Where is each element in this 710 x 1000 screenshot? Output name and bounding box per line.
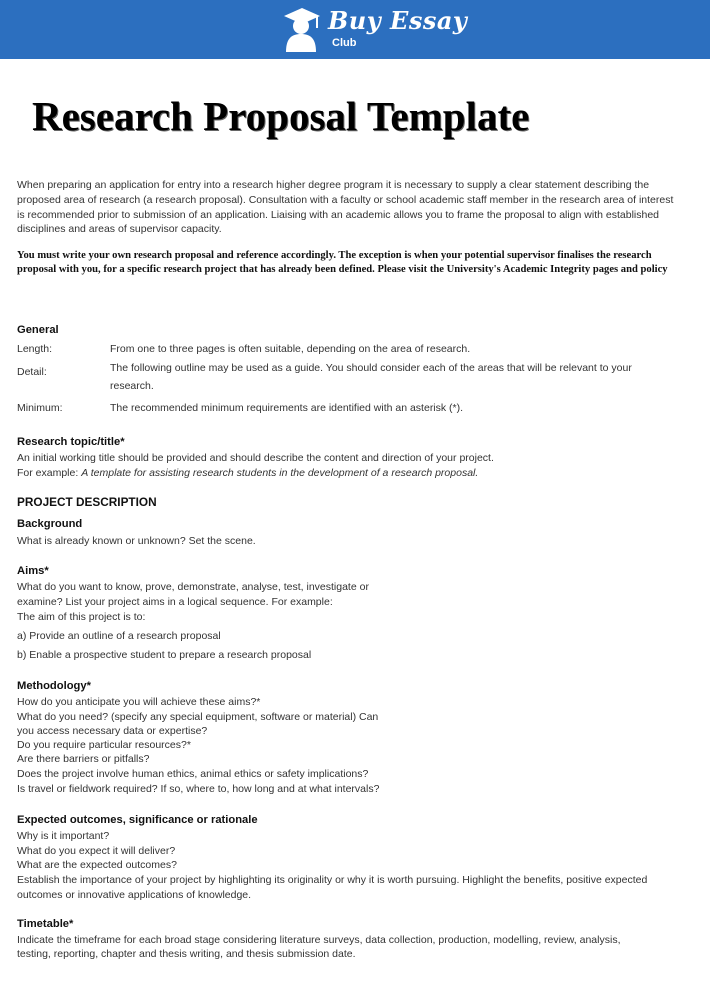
project-description-heading: PROJECT DESCRIPTION — [17, 495, 157, 509]
intro-line: disciplines and areas of supervisor capacity. — [17, 223, 222, 235]
header-banner — [0, 0, 710, 59]
methodology-line: What do you need? (specify any special equipment, software or material) Can — [17, 711, 379, 723]
outcomes-line: Why is it important? — [17, 830, 110, 842]
aims-line: The aim of this project is to: — [17, 611, 146, 623]
topic-example-text: A template for assisting research students in the development of a research proposal. — [81, 467, 479, 479]
outcomes-line: What do you expect it will deliver? — [17, 845, 176, 857]
methodology-line: Is travel or fieldwork required? If so, where to, how long and at what intervals? — [17, 783, 380, 795]
methodology-line: you access necessary data or expertise? — [17, 725, 208, 737]
general-text-minimum: The recommended minimum requirements are identified with an asterisk (*). — [110, 402, 464, 414]
outcomes-line: Establish the importance of your project by highlighting its originality or why it is worth pursuing. Highlight the benefits, positive expected — [17, 874, 648, 886]
timetable-heading: Timetable* — [17, 918, 74, 930]
methodology-line: Does the project involve human ethics, animal ethics or safety implications? — [17, 768, 369, 780]
aims-heading: Aims* — [17, 565, 49, 577]
graduate-icon — [280, 6, 320, 52]
methodology-heading: Methodology* — [17, 680, 91, 692]
outcomes-heading: Expected outcomes, significance or rationale — [17, 814, 258, 826]
topic-example — [17, 466, 478, 481]
timetable-line: testing, reporting, chapter and thesis writing, and thesis submission date. — [17, 948, 356, 960]
general-text-detail: The following outline may be used as a guide. You should consider each of the areas that will be relevant to your — [110, 362, 632, 374]
page-title: Research Proposal Template — [32, 93, 530, 139]
general-heading: General — [17, 324, 59, 336]
general-label-minimum: Minimum: — [17, 402, 63, 414]
intro-line: When preparing an application for entry into a research higher degree program it is necessary to supply a clear statement describing the — [17, 179, 650, 191]
general-label-length: Length: — [17, 343, 53, 355]
general-text-length: From one to three pages is often suitable, depending on the area of research. — [110, 343, 471, 355]
methodology-line: Do you require particular resources?* — [17, 739, 191, 751]
methodology-line: How do you anticipate you will achieve these aims?* — [17, 696, 261, 708]
timetable-line: Indicate the timeframe for each broad stage considering literature surveys, data collection, production, modelling, review, analysis, — [17, 934, 621, 946]
background-heading: Background — [17, 518, 83, 530]
outcomes-line: outcomes or innovative applications of knowledge. — [17, 889, 252, 901]
brand-name: Buy Essay — [328, 6, 468, 35]
topic-line: An initial working title should be provided and should describe the content and direction of your project. — [17, 452, 494, 464]
aims-item: a) Provide an outline of a research proposal — [17, 630, 221, 642]
general-label-detail: Detail: — [17, 366, 47, 378]
intro-line: proposed area of research (a research proposal). Consultation with a faculty or school academic staff member in the research area of interest — [17, 194, 674, 206]
outcomes-line: What are the expected outcomes? — [17, 859, 177, 871]
brand-logo[interactable] — [280, 4, 468, 54]
aims-line: examine? List your project aims in a logical sequence. For example: — [17, 596, 333, 608]
topic-heading: Research topic/title* — [17, 436, 125, 448]
aims-item: b) Enable a prospective student to prepare a research proposal — [17, 649, 312, 661]
topic-example-prefix: For example: — [17, 467, 82, 479]
brand-sub: Club — [332, 37, 357, 49]
notice-line: proposal with you, for a specific research project that has already been defined. Please visit the University's Academic Integrity pages and policy — [17, 264, 668, 275]
aims-line: What do you want to know, prove, demonstrate, analyse, test, investigate or — [17, 581, 369, 593]
intro-line: is recommended prior to submission of an application. Liaising with an academic allows you to frame the proposal to align with established — [17, 209, 660, 221]
methodology-line: Are there barriers or pitfalls? — [17, 753, 150, 765]
notice-line: You must write your own research proposal and reference accordingly. The exception is when your potential supervisor finalises the research — [17, 250, 652, 261]
general-text-detail-cont: research. — [110, 380, 154, 392]
background-line: What is already known or unknown? Set the scene. — [17, 535, 256, 547]
